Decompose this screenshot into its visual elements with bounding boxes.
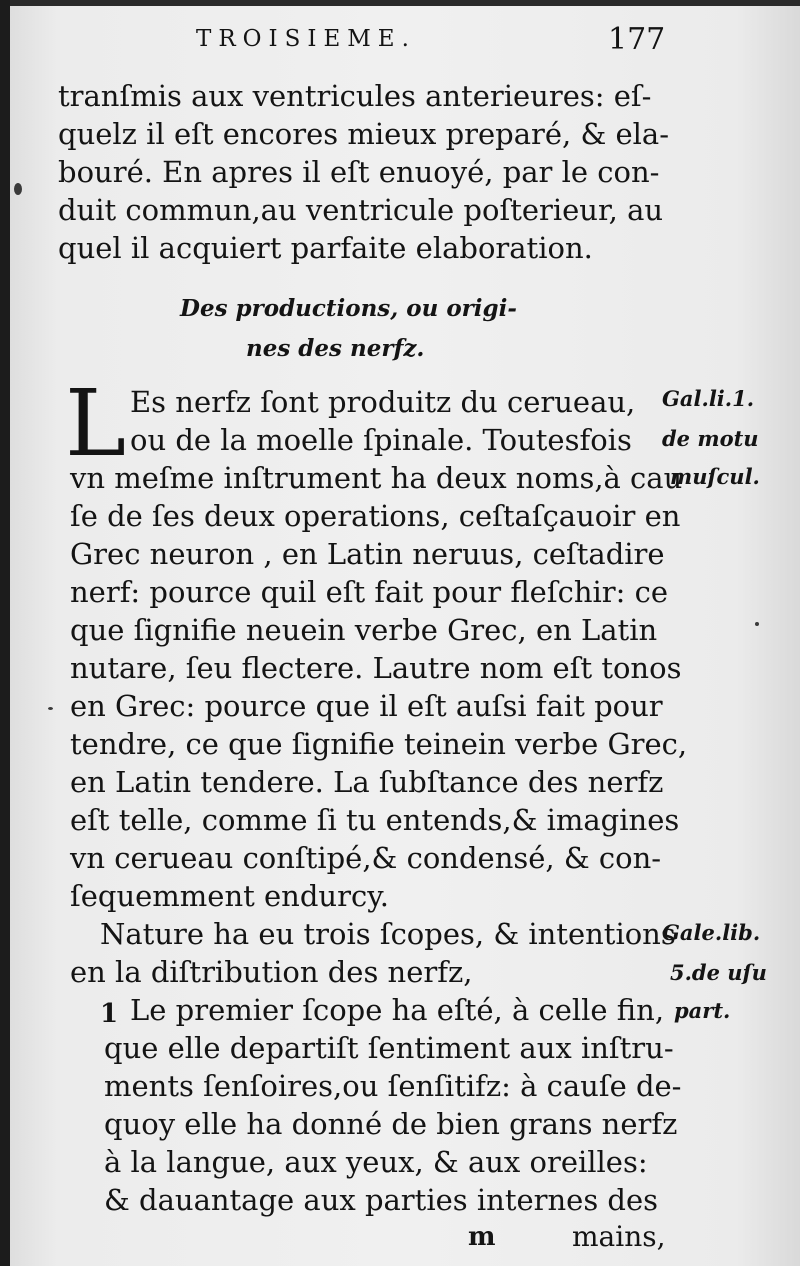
text-line: quelz il eſt encores mieux preparé, & ela- <box>58 117 670 151</box>
text-line: quel il acquiert parfaite elaboration. <box>58 231 593 265</box>
text-line: ou de la moelle ſpinale. Toutesfois <box>130 423 632 457</box>
drop-cap: L <box>65 370 127 477</box>
book-page <box>10 0 800 1266</box>
text-line: que ſignifie neuein verbe Grec, en Latin <box>70 613 658 647</box>
text-line: en la diſtribution des nerfz, <box>70 955 473 989</box>
catchword: mains, <box>572 1220 666 1253</box>
text-line: & dauantage aux parties internes des <box>104 1183 659 1217</box>
margin-note: de motu <box>662 426 759 451</box>
text-line: ſequemment endurcy. <box>70 879 389 913</box>
text-line: en Latin tendere. La ſubſtance des nerfz <box>70 765 664 799</box>
text-line: vn meſme inſtrument ha deux noms,à cau <box>70 461 683 495</box>
ink-speck <box>48 707 53 710</box>
text-line: quoy elle ha donné de bien grans nerfz <box>104 1107 678 1141</box>
text-line: vn cerueau conſtipé,& condensé, & con- <box>70 841 662 875</box>
text-line: tranſmis aux ventricules anterieures: eſ- <box>58 79 652 113</box>
text-line: Es nerfz ſont produitz du cerueau, <box>130 385 636 419</box>
section-heading: Des productions, ou origi- <box>180 295 517 322</box>
text-line: tendre, ce que ſignifie teinein verbe Grec, <box>70 727 688 761</box>
text-line: en Grec: pource que il eſt auſsi fait pour <box>70 689 663 723</box>
text-line: ments ſenſoires,ou ſenſitifz: à cauſe de- <box>104 1069 682 1103</box>
margin-note: Gale.lib. <box>662 920 761 945</box>
ink-speck <box>14 183 22 195</box>
signature-mark: m <box>468 1222 496 1252</box>
text-line: ſe de ſes deux operations, ceſtaſçauoir en <box>70 499 681 533</box>
text-line: Le premier ſcope ha eſté, à celle fin, <box>130 993 665 1027</box>
page-number: 177 <box>608 22 666 57</box>
text-line: Nature ha eu trois ſcopes, & intentions <box>100 917 676 951</box>
text-line: nerf: pource quil eſt fait pour fleſchir: ce <box>70 575 669 609</box>
margin-note: Gal.li.1. <box>662 386 755 411</box>
text-line: eſt telle, comme ſi tu entends,& imagines <box>70 803 680 837</box>
text-line: nutare, ſeu flectere. Lautre nom eſt tonos <box>70 651 682 685</box>
text-line: à la langue, aux yeux, & aux oreilles: <box>104 1145 648 1179</box>
running-head: TROISIEME. <box>196 26 416 52</box>
text-line: bouré. En apres il eſt enuoyé, par le con- <box>58 155 660 189</box>
text-line: que elle departiſt ſentiment aux inſtru- <box>104 1031 674 1065</box>
margin-note: 5.de uſu <box>670 960 767 985</box>
text-line: duit commun,au ventricule poſterieur, au <box>58 193 664 227</box>
margin-note: muſcul. <box>670 464 760 489</box>
ink-speck <box>755 622 759 626</box>
list-numeral: 1 <box>100 999 119 1029</box>
text-line: Grec neuron , en Latin neruus, ceſtadire <box>70 537 665 571</box>
section-heading: nes des nerfz. <box>246 335 425 362</box>
margin-note: part. <box>674 998 731 1023</box>
